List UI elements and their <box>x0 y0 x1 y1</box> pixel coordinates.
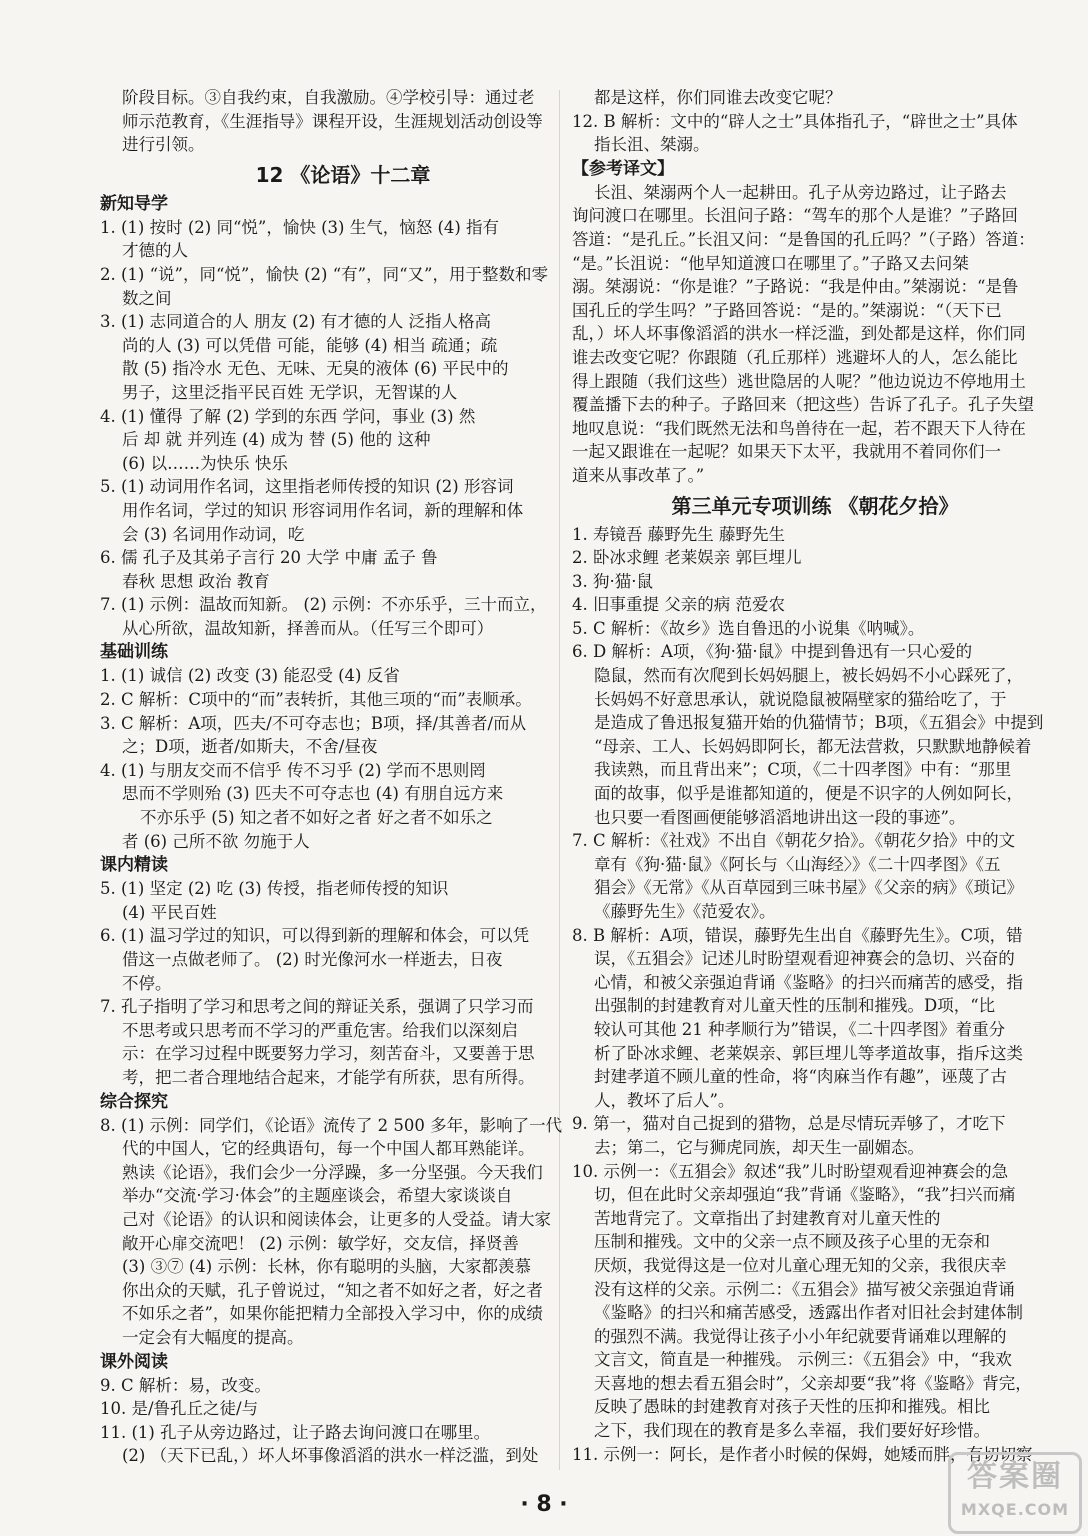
section-title: 12 《论语》十二章 <box>255 162 431 187</box>
text-line: 没有这样的父亲。示例二：《五猖会》描写被父亲强迫背诵 <box>594 1279 1015 1299</box>
text-line: 6. D 解析：A项，《狗·猫·鼠》中提到鲁迅有一只心爱的 <box>572 642 973 662</box>
text-line: 切，但在此时父亲却强迫“我”背诵《鉴略》，“我”扫兴而痛 <box>594 1185 1016 1205</box>
text-line: 是造成了鲁迅报复猫开始的仇猫情节；B项，《五猖会》中提到 <box>594 713 1044 733</box>
text-line: 误，《五猖会》记述儿时盼望观看迎神赛会的急切、兴奋的 <box>594 949 1015 969</box>
text-line: “母亲、工人、长妈妈即阿长，都无法营救，只默默地静候着 <box>594 736 1032 756</box>
text-line: 9. C 解析：易，改变。 <box>100 1375 271 1395</box>
text-line: 天喜地的想去看五猖会时”，父亲却要“我”将《鉴略》背完， <box>594 1373 1032 1393</box>
section-heading: 【参考译文】 <box>572 158 674 179</box>
text-line: 尚的人 (3) 可以凭借 可能，能够 (4) 相当 疏通；疏 <box>122 335 498 355</box>
page-number: · 8 · <box>520 1492 568 1517</box>
text-line: 示：在学习过程中既要努力学习，刻苦奋斗，又要善于思 <box>122 1044 535 1064</box>
text-line: (3) ③⑦ (4) 示例：长林，你有聪明的头脑，大家都羡慕 <box>122 1257 531 1277</box>
text-line: 后 却 就 并列连 (4) 成为 替 (5) 他的 这种 <box>122 430 431 450</box>
text-line: 从心所欲，温故知新，择善而从。（任写三个即可） <box>122 618 494 638</box>
text-line: 才德的人 <box>122 241 188 261</box>
text-line: 也只要一看图画便能够滔滔地讲出这一段的事迹”。 <box>594 807 966 827</box>
text-line: 4. (1) 与朋友交而不信乎 传不习乎 (2) 学而不思则罔 <box>100 760 486 780</box>
text-line: 章有《狗·猫·鼠》《阿长与〈山海经〉》《二十四孝图》《五 <box>594 854 1001 874</box>
text-line: 心情，和被父亲强迫背诵《鉴略》的扫兴而痛苦的感受，指 <box>594 972 1023 992</box>
text-line: 6. 儒 孔子及其弟子言行 20 大学 中庸 孟子 鲁 <box>100 548 438 568</box>
watermark-logo <box>948 1452 1082 1534</box>
text-line: 之；D项，逝者/如斯夫，不舍/昼夜 <box>122 737 378 757</box>
watermark-url: MXQE.COM <box>960 1500 1070 1519</box>
text-line: 熟读《论语》，我们会少一分浮躁，多一分坚强。今天我们 <box>122 1162 543 1182</box>
text-line: 举办“交流·学习·体会”的主题座谈会，希望大家谈谈自 <box>122 1186 513 1206</box>
text-line: 的强烈不满。我觉得让孩子小小年纪就要背诵难以理解的 <box>594 1326 1007 1346</box>
text-line: “是。”长沮说：“他早知道渡口在哪里了。”子路又去问桀 <box>572 253 969 273</box>
text-line: 数之间 <box>122 288 172 308</box>
text-line: 12. B 解析：文中的“辟人之士”具体指孔子，“辟世之士”具体 <box>572 111 1018 131</box>
text-line: 乱，）坏人坏事像滔滔的洪水一样泛滥，到处都是这样，你们同 <box>572 324 1026 344</box>
text-line: 1. 寿镜吾 藤野先生 藤野先生 <box>572 524 785 544</box>
text-line: 代的中国人，它的经典语句，每一个中国人都耳熟能详。 <box>122 1139 535 1159</box>
text-line: 用作名词，学过的知识 形容词用作名词，新的理解和体 <box>122 500 524 520</box>
section-title: 第三单元专项训练 《朝花夕拾》 <box>671 493 959 518</box>
text-line: 猖会》《无常》《从百草园到三味书屋》《父亲的病》《琐记》 <box>594 878 1023 898</box>
text-line: 5. (1) 动词用作名词，这里指老师传授的知识 (2) 形容词 <box>100 477 514 497</box>
text-line: 压制和摧残。文中的父亲一点不顾及孩子心里的无奈和 <box>594 1232 990 1252</box>
right-column <box>572 86 1058 1466</box>
text-line: 面的故事，似乎是谁都知道的，便是不识字的人例如阿长， <box>594 784 1023 804</box>
text-line: 苦地背完了。文章指出了封建教育对儿童天性的 <box>594 1208 941 1228</box>
section-heading: 基础训练 <box>100 642 168 663</box>
text-line: 谁去改变它呢？你跟随（孔丘那样）逃避坏人的人，怎么能比 <box>572 347 1018 367</box>
text-line: 11. 示例一：阿长，是作者小时候的保姆，她矮而胖，有切切察 <box>572 1444 1033 1464</box>
text-line: 5. C 解析：《故乡》选自鲁迅的小说集《呐喊》。 <box>572 618 925 638</box>
text-line: 指长沮、桀溺。 <box>594 135 710 155</box>
text-line: 4. (1) 懂得 了解 (2) 学到的东西 学问，事业 (3) 然 <box>100 406 476 426</box>
text-line: 思而不学则殆 (3) 匹夫不可夺志也 (4) 有朋自远方来 <box>122 784 504 804</box>
text-line: 我读熟，而且背出来”；C项，《二十四孝图》中有：“那里 <box>594 760 1012 780</box>
text-line: 不亦乐乎 (5) 知之者不如好之者 好之者不如乐之 <box>140 808 493 828</box>
text-line: 进行引领。 <box>122 135 205 155</box>
text-line: 地叹息说：“我们既然无法和鸟兽待在一起，若不跟天下人待在 <box>572 418 1026 438</box>
text-line: 隐鼠，然而有次爬到长妈妈腿上，被长妈妈不小心踩死了， <box>594 666 1023 686</box>
watermark-logo-text: 答案圈 <box>967 1459 1063 1494</box>
text-line: 8. (1) 示例：同学们，《论语》流传了 2 500 多年，影响了一代 <box>100 1115 563 1135</box>
text-line: 男子，这里泛指平民百姓 无学识，无智谋的人 <box>122 382 458 402</box>
text-line: 你出众的天赋，孔子曾说过，“知之者不如好之者，好之者 <box>122 1280 543 1300</box>
text-line: 长妈妈不好意思承认，就说隐鼠被隔壁家的猫给吃了，于 <box>594 689 1007 709</box>
text-line: 11. (1) 孔子从旁边路过，让子路去询问渡口在哪里。 <box>100 1422 491 1442</box>
text-line: 反映了愚昧的封建教育对孩子天性的压抑和摧残。相比 <box>594 1397 990 1417</box>
text-line: 之下，我们现在的教育是多么幸福，我们要好好珍惜。 <box>594 1421 990 1441</box>
text-line: 析了卧冰求鲤、老莱娱亲、郭巨埋儿等孝道故事，指斥这类 <box>594 1043 1023 1063</box>
text-line: 2. (1) “说”，同“悦”，愉快 (2) “有”，同“又”，用于整数和零 <box>100 264 548 284</box>
text-line: 询问渡口在哪里。长沮问子路：“驾车的那个人是谁？”子路回 <box>572 206 1018 226</box>
text-line: 1. (1) 按时 (2) 同“悦”，愉快 (3) 生气，恼怒 (4) 指有 <box>100 217 500 237</box>
text-line: 散 (5) 指冷水 无色、无味、无臭的液体 (6) 平民中的 <box>122 359 509 379</box>
text-line: 厌烦，我觉得这是一位对儿童心理无知的父亲，我很庆幸 <box>594 1255 1007 1275</box>
section-heading: 综合探究 <box>100 1091 168 1112</box>
text-line: 文言文，简直是一种摧残。 示例三：《五猖会》中，“我欢 <box>594 1350 1012 1370</box>
text-line: 借这一点做老师了。 (2) 时光像河水一样逝去，日夜 <box>122 950 503 969</box>
text-line: 10. 是/鲁孔丘之徒/与 <box>100 1399 259 1419</box>
text-line: 9. 第一，猫对自己捉到的猎物，总是尽情玩弄够了，才吃下 <box>572 1114 1006 1134</box>
text-line: 者 (6) 己所不欲 勿施于人 <box>122 831 310 851</box>
text-line: (2) （天下已乱，）坏人坏事像滔滔的洪水一样泛滥，到处 <box>122 1446 539 1466</box>
text-line: 一定会有大幅度的提高。 <box>122 1327 304 1347</box>
text-line: 溺。桀溺说：“你是谁？”子路说：“我是仲由。”桀溺说：“是鲁 <box>572 277 1019 297</box>
text-line: 考，把二者合理地结合起来，才能学有所获，思有所得。 <box>122 1067 535 1087</box>
text-line: 3. 狗·猫·鼠 <box>572 571 653 591</box>
text-line: 8. B 解析：A项，错误，藤野先生出自《藤野先生》。C项，错 <box>572 925 1023 945</box>
text-line: 不停。 <box>122 973 172 993</box>
section-heading: 新知导学 <box>100 193 168 214</box>
text-line: 2. 卧冰求鲤 老莱娱亲 郭巨埋儿 <box>572 548 802 568</box>
text-line: (6) 以……为快乐 快乐 <box>122 453 288 473</box>
text-line: 7. 孔子指明了学习和思考之间的辩证关系，强调了只学习而 <box>100 997 534 1017</box>
text-line: 封建孝道不顾儿童的性命，将“肉麻当作有趣”，诬蔑了古 <box>594 1067 1007 1087</box>
text-line: 出强制的封建教育对儿童天性的压制和摧残。D项，“比 <box>594 996 996 1016</box>
text-line: 敞开心扉交流吧！ (2) 示例：敏学好，交友信，择贤善 <box>122 1233 519 1253</box>
text-line: 不如乐之者”，如果你能把精力全部投入学习中，你的成绩 <box>122 1304 543 1324</box>
text-line: 1. (1) 诚信 (2) 改变 (3) 能忍受 (4) 反省 <box>100 666 400 686</box>
text-line: 覆盖播下去的种子。子路回来（把这些）告诉了孔子。孔子失望 <box>572 395 1034 415</box>
text-line: 人，教坏了后人”。 <box>594 1090 735 1110</box>
text-line: 3. C 解析：A项，匹夫/不可夺志也；B项，择/其善者/而从 <box>100 713 527 733</box>
text-line: 《藤野先生》《范爱农》。 <box>594 902 776 921</box>
text-line: 7. C 解析：《社戏》不出自《朝花夕拾》。《朝花夕拾》中的文 <box>572 831 1016 851</box>
text-line: 去；第二，它与狮虎同族，却天生一副媚态。 <box>594 1137 924 1157</box>
text-line: 长沮、桀溺两个人一起耕田。孔子从旁边路过，让子路去 <box>594 182 1007 202</box>
text-line: 春秋 思想 政治 教育 <box>122 571 270 591</box>
text-line: 道来从事改革了。” <box>572 465 705 485</box>
text-line: 阶段目标。③自我约束，自我激励。④学校引导：通过老 <box>122 88 535 107</box>
text-line: 己对《论语》的认识和阅读体会，让更多的人受益。请大家 <box>122 1209 551 1229</box>
text-line: 会 (3) 名词用作动词，吃 <box>122 524 305 544</box>
section-heading: 课内精读 <box>100 855 168 876</box>
text-line: 不思考或只思考而不学习的严重危害。给我们以深刻启 <box>122 1020 518 1040</box>
left-column <box>100 86 586 1468</box>
text-line: 7. (1) 示例：温故而知新。 (2) 示例：不亦乐乎，三十而立， <box>100 595 547 615</box>
text-line: 国孔丘的学生吗？”子路回答说：“是的。”桀溺说：“（天下已 <box>572 300 1002 320</box>
text-line: 答道：“是孔丘。”长沮又问：“是鲁国的孔丘吗？”（子路）答道： <box>572 229 1035 249</box>
text-line: 《鉴略》的扫兴和痛苦感受，透露出作者对旧社会封建体制 <box>594 1303 1023 1323</box>
text-line: 4. 旧事重提 父亲的病 范爱农 <box>572 595 785 615</box>
text-line: 6. (1) 温习学过的知识，可以得到新的理解和体会，可以凭 <box>100 926 530 946</box>
text-line: 都是这样，你们同谁去改变它呢？ <box>594 88 842 107</box>
text-line: 较认可其他 21 种孝顺行为”错误，《二十四孝图》着重分 <box>594 1019 1006 1039</box>
text-line: 师示范教育，《生涯指导》课程开设，生涯规划活动创设等 <box>122 111 543 131</box>
section-heading: 课外阅读 <box>100 1351 168 1372</box>
text-line: 10. 示例一：《五猖会》叙述“我”儿时盼望观看迎神赛会的急 <box>572 1161 1009 1181</box>
text-line: (4) 平民百姓 <box>122 902 217 922</box>
text-line: 一起又跟谁在一起呢？如果天下太平，我就用不着同你们一 <box>572 442 1001 462</box>
text-line: 5. (1) 坚定 (2) 吃 (3) 传授，指老师传授的知识 <box>100 879 449 899</box>
text-line: 3. (1) 志同道合的人 朋友 (2) 有才德的人 泛指人格高 <box>100 312 491 332</box>
text-line: 2. C 解析：C项中的“而”表转折，其他三项的“而”表顺承。 <box>100 690 532 710</box>
text-line: 得上跟随（我们这些）逃世隐居的人呢？”他边说边不停地用土 <box>572 371 1026 391</box>
